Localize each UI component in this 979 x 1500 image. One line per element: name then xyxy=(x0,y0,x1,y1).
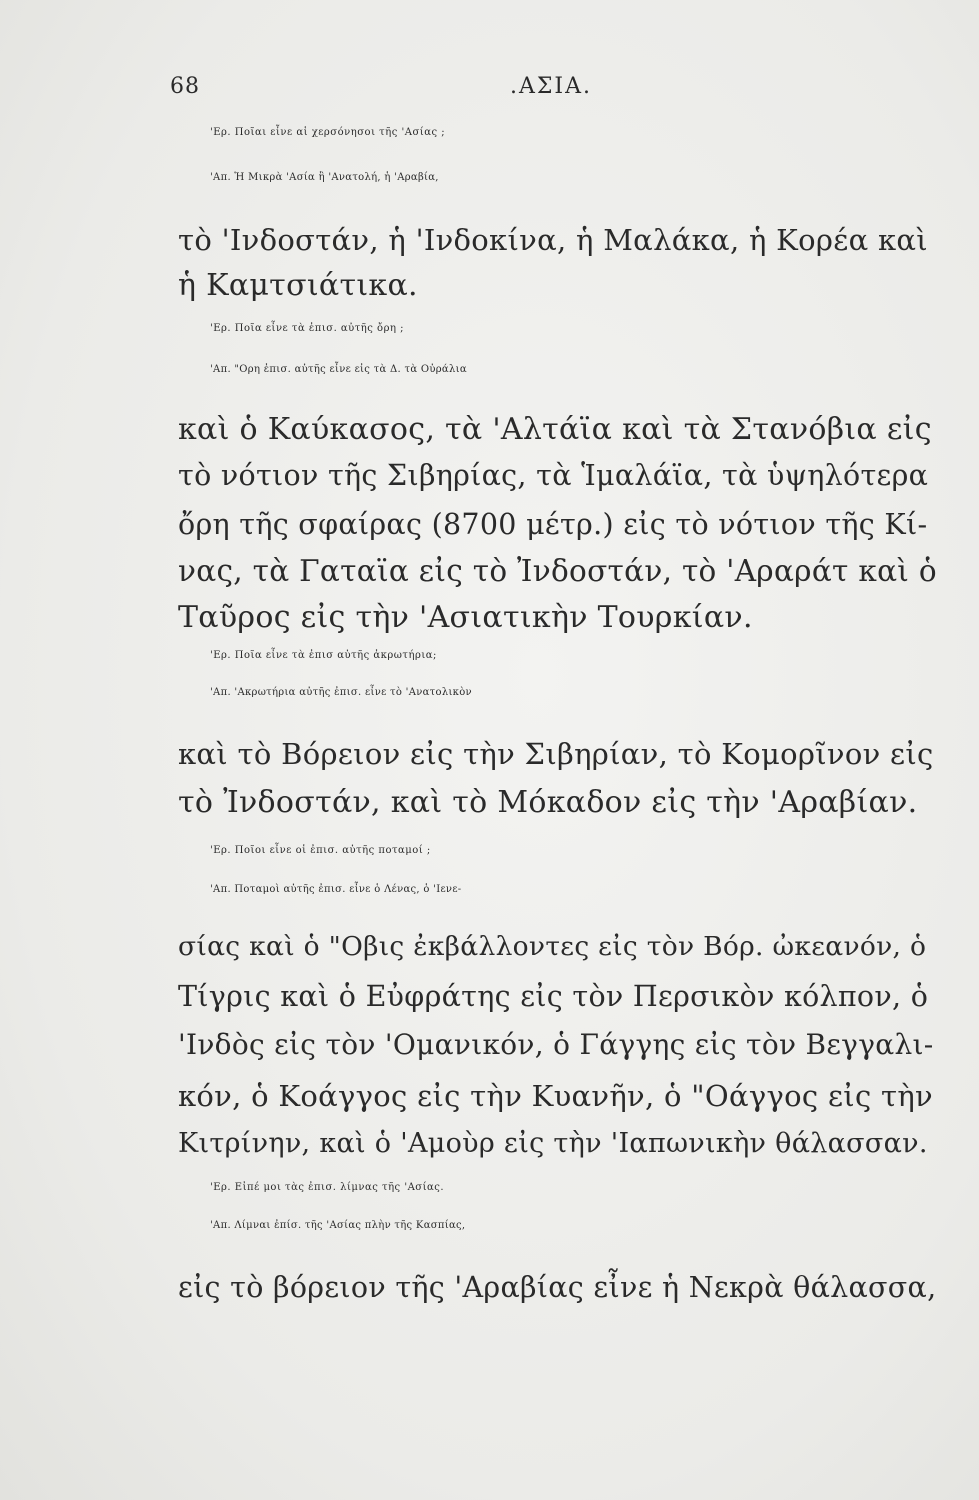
question-line: 'Ερ. Ποῖα εἶνε τὰ ἐπισ. αὐτῆς ὄρη ; xyxy=(210,323,404,334)
answer-line: Ταῦρος εἰς τὴν 'Ασιατικὴν Τουρκίαν. xyxy=(178,600,753,635)
answer-line: Κιτρίνην, καὶ ὁ 'Αμοὺρ εἰς τὴν 'Ιαπωνικὴν θάλασσαν. xyxy=(178,1128,928,1159)
page-header xyxy=(170,74,930,108)
answer-line: τὸ νότιον τῆς Σιβηρίας, τὰ Ἱμαλάϊα, τὰ ὑψηλότερα xyxy=(178,459,929,492)
answer-line: νας, τὰ Γαταϊα εἰς τὸ Ἰνδοστάν, τὸ 'Αραράτ καὶ ὁ xyxy=(178,554,937,588)
answer-line: Τίγρις καὶ ὁ Εὐφράτης εἰς τὸν Περσικὸν κόλπον, ὁ xyxy=(178,980,929,1013)
answer-line: καὶ τὸ Βόρειον εἰς τὴν Σιβηρίαν, τὸ Κομορῖνον εἰς xyxy=(178,737,934,771)
page-number: 68 xyxy=(170,74,200,99)
answer-line: 'Ινδὸς εἰς τὸν 'Ομανικόν, ὁ Γάγγης εἰς τὸν Βεγγαλι- xyxy=(178,1028,934,1061)
answer-line: ὄρη τῆς σφαίρας (8700 μέτρ.) εἰς τὸ νότιον τῆς Κί- xyxy=(178,508,928,541)
answer-line: τὸ Ἰνδοστάν, καὶ τὸ Μόκαδον εἰς τὴν 'Αραβίαν. xyxy=(178,785,918,820)
answer-line: 'Απ. Ποταμοὶ αὐτῆς ἐπισ. εἶνε ὁ Λένας, ὁ 'Ιενε- xyxy=(210,884,462,895)
question-line: 'Ερ. Ποῖοι εἶνε οἱ ἐπισ. αὐτῆς ποταμοί ; xyxy=(210,845,431,856)
answer-line: ἡ Καμτσιάτικα. xyxy=(178,268,418,303)
question-line: 'Ερ. Ποῖαι εἶνε αἱ χερσόνησοι τῆς 'Ασίας ; xyxy=(210,127,446,138)
answer-line: κόν, ὁ Κοάγγος εἰς τὴν Κυανῆν, ὁ "Οάγγος εἰς τὴν xyxy=(178,1079,933,1113)
answer-line: 'Απ. 'Ακρωτήρια αὐτῆς ἐπισ. εἶνε τὸ 'Ανατολικὸν xyxy=(210,687,472,698)
answer-line: εἰς τὸ βόρειον τῆς 'Αραβίας εἶνε ἡ Νεκρὰ θάλασσα, xyxy=(178,1271,937,1304)
answer-line: καὶ ὁ Καύκασος, τὰ 'Αλτάϊα καὶ τὰ Στανόβια εἰς xyxy=(178,412,932,447)
answer-line: 'Απ. "Ορη ἐπισ. αὐτῆς εἶνε εἰς τὰ Δ. τὰ Οὐράλια xyxy=(210,364,467,375)
answer-line: τὸ 'Ινδοστάν, ἡ 'Ινδοκίνα, ἡ Μαλάκα, ἡ Κορέα καὶ xyxy=(178,223,928,257)
running-title: .ΑΣΙΑ. xyxy=(510,74,593,99)
answer-line: 'Απ. Ἡ Μικρὰ 'Ασία ἢ 'Ανατολή, ἡ 'Αραβία, xyxy=(210,172,439,183)
question-line: 'Ερ. Ποῖα εἶνε τὰ ἐπισ αὐτῆς ἀκρωτήρια; xyxy=(210,650,437,661)
answer-line: 'Απ. Λίμναι ἐπίσ. τῆς 'Ασίας πλὴν τῆς Κασπίας, xyxy=(210,1220,466,1231)
answer-line: σίας καὶ ὁ "Οβις ἐκβάλλοντες εἰς τὸν Βόρ. ὠκεανόν, ὁ xyxy=(178,931,927,962)
question-line: 'Ερ. Εἰπέ μοι τὰς ἐπισ. λίμνας τῆς 'Ασίας. xyxy=(210,1182,445,1193)
